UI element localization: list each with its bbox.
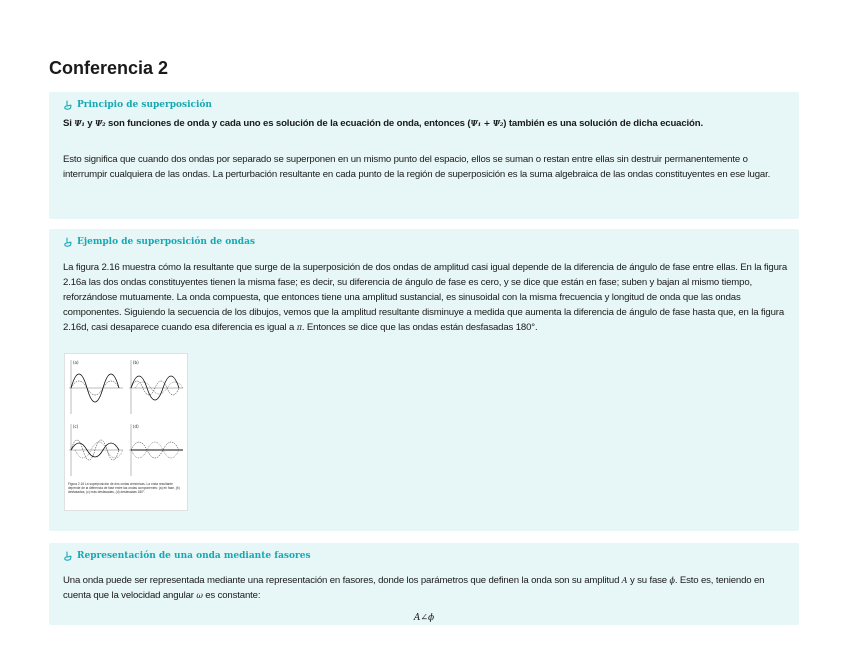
omega-symbol: ω <box>196 591 203 600</box>
phase-symbol: ϕ <box>669 576 675 585</box>
callout-title <box>63 100 212 110</box>
statement-mid1: y <box>84 118 96 129</box>
example-paragraph <box>63 260 791 335</box>
example-text-pre: La figura 2.16 muestra cómo la resultante que surge de la superposición de dos ondas de amplitud casi igual depende de la diferencia de ángulo de fase entre ellas. En la figura 2.16a las dos ondas constituyentes tienen la misma fase; es decir, su diferencia de ángulo de fase es cero, y se dice que están en fase; suben y bajan al mismo tiempo, reforzándose mutuamente. La onda compuesta, que entonces tiene una amplitud sustancial, es sinusoidal con la misma frecuencia y longitud de onda que las ondas componentes. Siguiendo la secuencia de los dibujos, vemos que la amplitud resultante disminuye a medida que aumenta la diferencia de ángulo de fase hasta que, en la figura 2.16d, casi desaparece cuando esa diferencia es igual a <box>63 262 788 333</box>
phasor-paragraph <box>63 573 789 603</box>
figure-caption: Figura 2.16 La superposición de dos ondas armónicas. La onda resultante depende de la diferencia de fase entre las ondas componentes: (a) en fase, (b) desfasadas, (c) más desfasadas, (d) desfasadas 180°. <box>68 482 180 494</box>
statement-pre: Si <box>63 118 75 129</box>
callout-phasor-representation <box>49 543 799 625</box>
callout-title <box>63 551 311 561</box>
phasor-text-pre: Una onda puede ser representada mediante una representación en fasores, donde los parámetros que definen la onda son su amplitud <box>63 575 622 586</box>
callout-superposition-example <box>49 229 799 531</box>
callout-title-text: Representación de una onda mediante fasores <box>77 551 311 561</box>
hand-point-icon <box>63 100 73 110</box>
panel-label-b: (b) <box>133 360 139 365</box>
example-text-post: . Entonces se dice que las ondas están desfasadas 180°. <box>301 322 538 333</box>
panel-label-a: (a) <box>73 360 79 365</box>
panel-label-d: (d) <box>133 424 139 429</box>
callout-title <box>63 237 255 247</box>
callout-superposition-principle <box>49 92 799 219</box>
psi2-symbol: Ψ₂ <box>95 118 106 128</box>
hand-point-icon <box>63 237 73 247</box>
phasor-text-mid: y su fase <box>627 575 670 586</box>
phasor-formula: A∠ϕ <box>413 613 435 623</box>
superposition-explanation: Esto significa que cuando dos ondas por separado se superponen en un mismo punto del espacio, ellos se suman o restan entre ellas sin destruir permanentemente o interrumpir cualquiera de las ondas. La perturbación resultante en cada punto de la región de superposición es la suma algebraica de las ondas constituyentes en ese lugar. <box>63 154 771 180</box>
phasor-text-mid2: . Esto es, teniendo en cuenta que la velocidad angular <box>63 575 765 601</box>
psi1-symbol: Ψ₁ <box>74 118 85 128</box>
statement-post: ) también es una solución de dicha ecuación. <box>503 118 703 129</box>
amplitude-symbol: A <box>621 576 628 585</box>
pi-symbol: π <box>296 323 302 332</box>
callout-title-text: Ejemplo de superposición de ondas <box>77 237 255 247</box>
callout-title-text: Principio de superposición <box>77 100 212 110</box>
superposition-statement <box>63 116 789 131</box>
hand-point-icon <box>63 551 73 561</box>
figure-2-16 <box>64 353 188 511</box>
phasor-text-post: es constante: <box>202 590 261 601</box>
page-title: Conferencia 2 <box>49 58 169 78</box>
panel-label-c: (c) <box>73 424 79 429</box>
statement-mid2: son funciones de onda y cada uno es solución de la ecuación de onda, entonces ( <box>105 118 471 129</box>
psi-sum: Ψ₁ + Ψ₂ <box>470 118 504 128</box>
